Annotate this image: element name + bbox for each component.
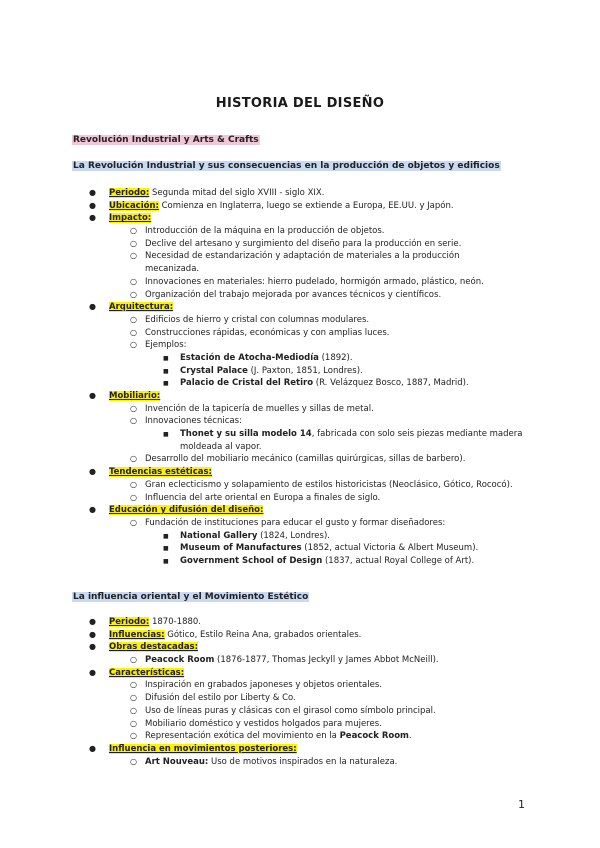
- sub-list-item: [0, 238, 600, 251]
- item-text: Gótico, Estilo Reina Ana, grabados orientales.: [164, 629, 362, 640]
- item-label: Influencia en movimientos posteriores:: [109, 743, 297, 754]
- circle-bullet-icon: ○: [130, 492, 137, 502]
- sub-sub-list-item: [0, 365, 600, 378]
- sub-list-item: [0, 679, 600, 692]
- list-item: [0, 390, 600, 403]
- sub-sub-list-item: [0, 555, 600, 568]
- sub-list-item: [0, 415, 600, 428]
- item-label: Tendencias estéticas:: [109, 467, 212, 478]
- item-text: Uso de motivos inspirados en la naturaleza.: [208, 756, 398, 767]
- circle-bullet-icon: ○: [130, 276, 137, 286]
- square-bullet-icon: ■: [163, 545, 169, 553]
- item-bold: National Gallery: [180, 530, 258, 541]
- section-heading-1-text: Revolución Industrial y Arts & Crafts: [73, 135, 259, 145]
- item-text: (1852, actual Victoria & Albert Museum).: [301, 543, 479, 554]
- item-text: , fabricada con solo seis piezas mediante madera: [311, 429, 523, 440]
- item-text: (1837, actual Royal College of Art).: [322, 555, 475, 566]
- list-item: [0, 466, 600, 479]
- bullet-icon: ●: [89, 200, 96, 210]
- item-text: Introducción de la máquina en la producción de objetos.: [145, 226, 385, 237]
- list-item: [0, 504, 600, 517]
- item-bold: Museum of Manufactures: [180, 543, 302, 554]
- item-label: Periodo:: [109, 617, 150, 627]
- bullet-icon: ●: [89, 642, 96, 652]
- section-heading-1: [72, 135, 260, 145]
- item-text-continuation: mecanizada.: [145, 264, 200, 275]
- subsection-heading-2: [72, 592, 309, 602]
- bullet-icon: ●: [89, 743, 96, 753]
- sub-sub-list-item: [0, 428, 600, 441]
- square-bullet-icon: ■: [163, 557, 169, 565]
- circle-bullet-icon: ○: [130, 251, 137, 261]
- item-bold: Peacock Room: [339, 731, 409, 742]
- sub-list-item: [0, 314, 600, 327]
- item-text: Desarrollo del mobiliario mecánico (camillas quirúrgicas, sillas de barbero).: [145, 454, 466, 465]
- circle-bullet-icon: ○: [130, 238, 137, 248]
- list-item: [0, 200, 600, 213]
- circle-bullet-icon: ○: [130, 655, 137, 665]
- item-label: Periodo:: [109, 188, 150, 198]
- sub-list-item: [0, 403, 600, 416]
- circle-bullet-icon: ○: [130, 756, 137, 766]
- item-text: Organización del trabajo mejorada por avances técnicos y científicos.: [145, 289, 442, 300]
- item-text: Declive del artesano y surgimiento del diseño para la producción en serie.: [145, 238, 462, 249]
- item-label: Mobiliario:: [109, 391, 161, 401]
- page-title: HISTORIA DEL DISEÑO: [215, 96, 385, 111]
- subsection-heading-2-text: La influencia oriental y el Movimiento Estético: [73, 592, 309, 602]
- bullet-icon: ●: [89, 667, 96, 677]
- list-item: [0, 616, 600, 629]
- sub-list-item: [0, 276, 600, 289]
- square-bullet-icon: ■: [163, 354, 169, 362]
- bullet-icon: ●: [89, 467, 96, 477]
- item-text: Ejemplos:: [145, 340, 187, 351]
- item-text: (1824, Londres).: [257, 530, 330, 541]
- subsection-heading-1-text: La Revolución Industrial y sus consecuencias en la producción de objetos y edificios: [73, 161, 500, 171]
- circle-bullet-icon: ○: [130, 693, 137, 703]
- sub-sub-list-item: [0, 352, 600, 365]
- item-label: Obras destacadas:: [109, 642, 199, 653]
- circle-bullet-icon: ○: [130, 718, 137, 728]
- sub-list-item: [0, 730, 600, 743]
- item-text: Invención de la tapicería de muelles y sillas de metal.: [145, 403, 374, 414]
- circle-bullet-icon: ○: [130, 517, 137, 527]
- page-number: 1: [518, 798, 525, 811]
- sub-list-item: [0, 327, 600, 340]
- sub-list-item: [0, 453, 600, 466]
- circle-bullet-icon: ○: [130, 314, 137, 324]
- item-text: 1870-1880.: [149, 617, 202, 627]
- sub-list-item: [0, 250, 600, 263]
- circle-bullet-icon: ○: [130, 705, 137, 715]
- item-bold: Estación de Atocha-Mediodía: [180, 352, 319, 363]
- item-text: (1892).: [318, 352, 353, 363]
- item-text: .: [408, 731, 412, 742]
- list-item: [0, 187, 600, 200]
- item-bold: Government School of Design: [180, 555, 323, 566]
- sub-sub-list-item: [0, 530, 600, 543]
- list-item: [0, 641, 600, 654]
- item-label: Arquitectura:: [109, 302, 174, 313]
- item-text: Edificios de hierro y cristal con columnas modulares.: [145, 314, 370, 325]
- item-bold: Palacio de Cristal del Retiro: [180, 378, 314, 389]
- item-text: (J. Paxton, 1851, Londres).: [247, 365, 363, 376]
- circle-bullet-icon: ○: [130, 680, 137, 690]
- sub-list-item: [0, 492, 600, 505]
- circle-bullet-icon: ○: [130, 226, 137, 236]
- list-item: [0, 667, 600, 680]
- list-item: [0, 743, 600, 756]
- item-text: Mobiliario doméstico y vestidos holgados para mujeres.: [145, 718, 382, 729]
- circle-bullet-icon: ○: [130, 479, 137, 489]
- circle-bullet-icon: ○: [130, 340, 137, 350]
- sub-list-item: [0, 756, 600, 769]
- circle-bullet-icon: ○: [130, 731, 137, 741]
- sub-list-item: [0, 654, 600, 667]
- sub-sub-list-item: [0, 542, 600, 555]
- content-list-1: [0, 187, 600, 568]
- sub-list-item: [0, 718, 600, 731]
- circle-bullet-icon: ○: [130, 454, 137, 464]
- bullet-icon: ●: [89, 213, 96, 223]
- bullet-icon: ●: [89, 629, 96, 639]
- bullet-icon: ●: [89, 391, 96, 400]
- item-text: Uso de líneas puras y clásicas con el girasol como símbolo principal.: [145, 705, 436, 716]
- circle-bullet-icon: ○: [130, 327, 137, 337]
- item-bold: Art Nouveau:: [145, 756, 209, 767]
- square-bullet-icon: ■: [163, 431, 169, 439]
- circle-bullet-icon: ○: [130, 403, 137, 413]
- content-list-2: [0, 616, 600, 768]
- sub-list-item: [0, 289, 600, 302]
- item-text: (1876-1877, Thomas Jeckyll y James Abbot McNeill).: [214, 655, 439, 666]
- item-text: (R. Velázquez Bosco, 1887, Madrid).: [313, 378, 469, 389]
- item-label: Impacto:: [109, 213, 152, 224]
- list-item: [0, 301, 600, 314]
- item-text: Influencia del arte oriental en Europa a finales de siglo.: [145, 492, 381, 503]
- bullet-icon: ●: [89, 302, 96, 312]
- item-text: Necesidad de estandarización y adaptación de materiales a la producción: [145, 251, 460, 262]
- item-text-continuation: moldeada al vapor.: [180, 441, 262, 452]
- list-item: [0, 629, 600, 642]
- item-text: Difusión del estilo por Liberty & Co.: [145, 693, 296, 704]
- item-label: Características:: [109, 667, 185, 678]
- circle-bullet-icon: ○: [130, 289, 137, 299]
- bullet-icon: ●: [89, 188, 96, 197]
- sub-list-item: [0, 339, 600, 352]
- item-text: Fundación de instituciones para educar el gusto y formar diseñadores:: [145, 517, 446, 528]
- item-label: Educación y difusión del diseño:: [109, 505, 264, 516]
- square-bullet-icon: ■: [163, 532, 169, 540]
- square-bullet-icon: ■: [163, 367, 169, 375]
- item-label: Influencias:: [109, 629, 165, 640]
- item-text: Comienza en Inglaterra, luego se extiende a Europa, EE.UU. y Japón.: [158, 200, 454, 211]
- item-text: Construcciones rápidas, económicas y con amplias luces.: [145, 327, 390, 338]
- subsection-heading-1: [72, 161, 501, 171]
- bullet-icon: ●: [89, 505, 96, 515]
- item-text: Gran eclecticismo y solapamiento de estilos historicistas (Neoclásico, Gótico, Rococó).: [145, 479, 513, 490]
- bullet-icon: ●: [89, 617, 96, 626]
- item-bold: Thonet y su silla modelo 14: [180, 429, 312, 440]
- item-bold: Peacock Room: [145, 655, 215, 666]
- sub-list-item: [0, 225, 600, 238]
- list-item: [0, 212, 600, 225]
- item-text: Representación exótica del movimiento en la: [145, 731, 340, 742]
- item-text: Inspiración en grabados japoneses y objetos orientales.: [145, 680, 382, 691]
- square-bullet-icon: ■: [163, 380, 169, 388]
- item-text: Innovaciones técnicas:: [145, 416, 242, 427]
- item-text: Innovaciones en materiales: hierro pudelado, hormigón armado, plástico, neón.: [145, 276, 484, 287]
- sub-list-item: [0, 692, 600, 705]
- item-label: Ubicación:: [109, 200, 159, 211]
- sub-list-item: [0, 705, 600, 718]
- sub-list-item: [0, 479, 600, 492]
- sub-sub-list-item: [0, 377, 600, 390]
- item-bold: Crystal Palace: [180, 365, 248, 376]
- sub-list-item: [0, 517, 600, 530]
- item-text: Segunda mitad del siglo XVIII - siglo XIX.: [149, 188, 325, 198]
- circle-bullet-icon: ○: [130, 416, 137, 426]
